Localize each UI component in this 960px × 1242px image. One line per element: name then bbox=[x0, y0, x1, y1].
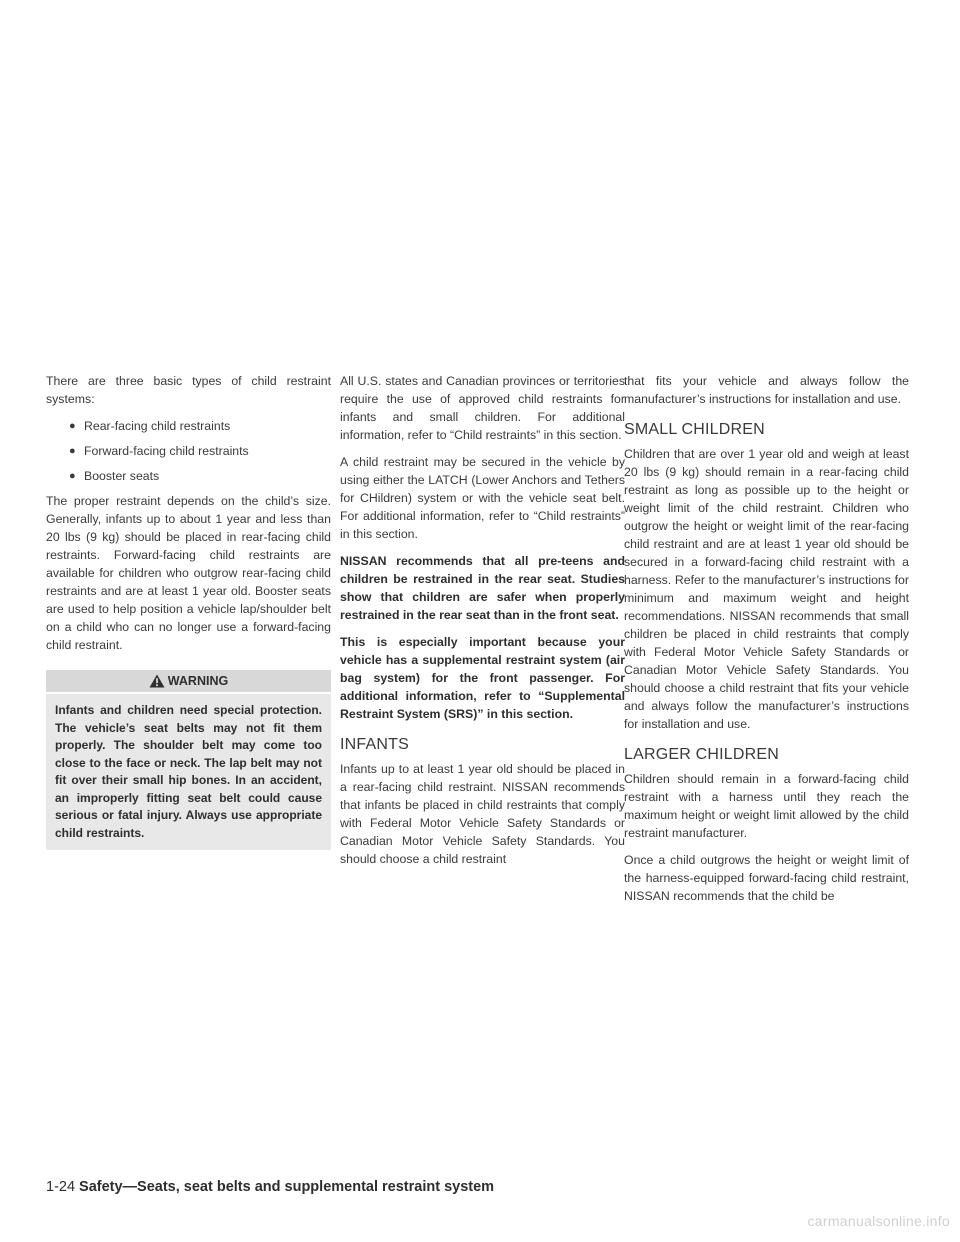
column-2 bbox=[340, 372, 625, 877]
restraint-types-list bbox=[46, 417, 331, 485]
list-item: ● Booster seats bbox=[69, 467, 331, 485]
chapter-title: Safety—Seats, seat belts and supplemental restraint system bbox=[79, 1179, 495, 1195]
paragraph: All U.S. states and Canadian provinces or territories require the use of approved child restraints for infants and small children. For additional information, refer to “Child restraints” in this section. bbox=[340, 374, 625, 442]
bold-paragraph: NISSAN recommends that all pre-teens and children be restrained in the rear seat. Studies show that children are safer when properly restrained in the rear seat than in the front seat. bbox=[340, 554, 625, 622]
column-3 bbox=[624, 372, 909, 914]
paragraph: Once a child outgrows the height or weight limit of the harness-equipped forward-facing child restraint, NISSAN recommends that the child be bbox=[624, 853, 909, 903]
section-heading-infants: INFANTS bbox=[340, 736, 409, 753]
list-item: ● Rear-facing child restraints bbox=[69, 417, 331, 435]
warning-header bbox=[46, 670, 331, 692]
paragraph: Children should remain in a forward-facing child restraint with a harness until they reach the maximum height or weight limit allowed by the child restraint manufacturer. bbox=[624, 772, 909, 840]
warning-text: Infants and children need special protection. The vehicle’s seat belts may not fit them properly. The shoulder belt may come too close to the face or neck. The lap belt may not fit over their small hip bones. In an accident, an improperly fitting seat belt could cause serious or fatal injury. Always use appropriate child restraints. bbox=[46, 694, 331, 850]
watermark: carmanualsonline.info bbox=[807, 1213, 950, 1229]
column-1 bbox=[46, 372, 331, 850]
page-footer bbox=[46, 1179, 494, 1195]
warning-title: WARNING bbox=[167, 674, 229, 688]
warning-icon bbox=[149, 674, 165, 688]
list-item: ● Forward-facing child restraints bbox=[69, 442, 331, 460]
paragraph: Infants up to at least 1 year old should be placed in a rear-facing child restraint. NISSAN recommends that infants be placed in child restraints that comply with Federal Motor Vehicle Safety Standards or Canadian Motor Vehicle Safety Standards. You should choose a child restraint bbox=[340, 762, 625, 866]
intro-paragraph: There are three basic types of child restraint systems: bbox=[46, 374, 331, 406]
section-heading-larger-children: LARGER CHILDREN bbox=[624, 746, 780, 763]
restraint-size-paragraph: The proper restraint depends on the child’s size. Generally, infants up to about 1 year and less than 20 lbs (9 kg) should be placed in rear-facing child restraints. Forward-facing child restraints are available for children who outgrow rear-facing child restraints and are at least 1 year old. Booster seats are used to help position a vehicle lap/shoulder belt on a child who can no longer use a forward-facing child restraint. bbox=[46, 494, 331, 652]
paragraph: A child restraint may be secured in the vehicle by using either the LATCH (Lower Anchors and Tethers for CHildren) system or with the vehicle seat belt. For additional information, refer to “Child restraints” in this section. bbox=[340, 455, 625, 541]
paragraph: that fits your vehicle and always follow the manufacturer’s instructions for installation and use. bbox=[624, 374, 909, 406]
page-number: 1-24 bbox=[46, 1179, 76, 1195]
section-heading-small-children: SMALL CHILDREN bbox=[624, 421, 765, 438]
bold-paragraph: This is especially important because your vehicle has a supplemental restraint system (air bag system) for the front passenger. For additional information, refer to “Supplemental Restraint System (SRS)” in this section. bbox=[340, 635, 625, 721]
paragraph: Children that are over 1 year old and weigh at least 20 lbs (9 kg) should remain in a rear-facing child restraint as long as possible up to the height or weight limit of the child restraint. Children who outgrow the height or weight limit of the rear-facing child restraint and are at least 1 year old should be secured in a forward-facing child restraint with a harness. Refer to the manufacturer’s instructions for minimum and maximum weight and height recommendations. NISSAN recommends that small children be placed in child restraints that comply with Federal Motor Vehicle Safety Standards or Canadian Motor Vehicle Safety Standards. You should choose a child restraint that fits your vehicle and always follow the manufacturer’s instructions for installation and use. bbox=[624, 447, 909, 731]
